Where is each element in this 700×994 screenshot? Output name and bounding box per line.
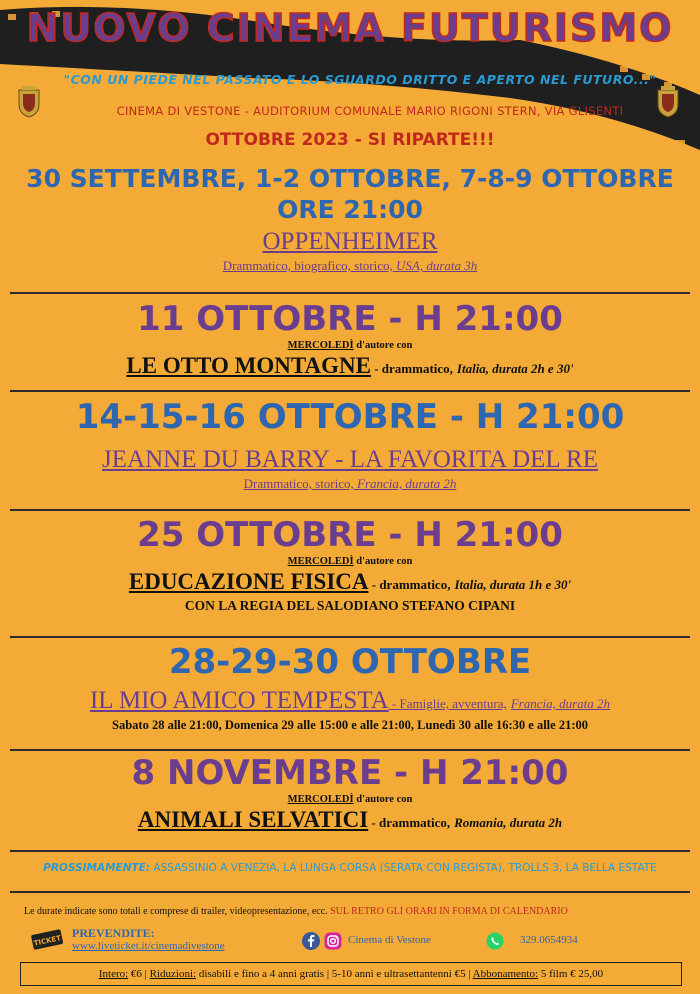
event-animali-selvatici (0, 753, 700, 833)
upcoming-films: PROSSIMAMENTE: ASSASSINIO A VENEZIA, LA LUNGA CORSA (SERATA CON REGISTA), TROLLS 3, LA BELLA ESTATE (43, 862, 657, 874)
svg-text:TICKET: TICKET (33, 934, 62, 948)
film-line: LE OTTO MONTAGNE - drammatico, Italia, durata 2h e 30' (126, 353, 574, 378)
event-le-otto-montagne (0, 299, 700, 379)
event-jeanne-du-barry (0, 397, 700, 492)
film-extra-note: CON LA REGIA DEL SALODIANO STEFANO CIPANI (184, 598, 516, 613)
motto: "CON UN PIEDE NEL PASSATO E LO SGUARDO DRITTO E APERTO NEL FUTURO..." (63, 72, 657, 87)
event-il-mio-amico-tempesta (0, 642, 700, 733)
film-title: JEANNE DU BARRY - LA FAVORITA DEL RE (102, 446, 598, 473)
event-date: 11 OTTOBRE - H 21:00 (137, 299, 563, 339)
whatsapp-icon[interactable] (486, 932, 504, 950)
film-title: ANIMALI SELVATICI (137, 807, 369, 832)
divider (10, 292, 690, 294)
film-title: OPPENHEIMER (262, 228, 438, 255)
price-list: Intero: €6 | Riduzioni: disabili e fino a 4 anni gratis | 5-10 anni e ultrasettantenni €5 | Abbonamento: 5 film € 25,00 (20, 962, 682, 986)
film-line: ANIMALI SELVATICI - drammatico, Romania, durata 2h (137, 807, 563, 832)
duration-note: Le durate indicate sono totali e comprese di trailer, videopresentazione, ecc. SUL RETRO GLI ORARI IN FORMA DI CALENDARIO (24, 906, 568, 917)
presale-label: PREVENDITE: (72, 926, 155, 940)
month-banner: OTTOBRE 2023 - SI RIPARTE!!! (205, 130, 495, 150)
divider (10, 891, 690, 893)
town-crest-left-icon (17, 86, 41, 118)
film-line: EDUCAZIONE FISICA - drammatico, Italia, durata 1h e 30' (128, 569, 572, 594)
film-title: EDUCAZIONE FISICA (128, 569, 369, 594)
event-date: 28-29-30 OTTOBRE (168, 642, 532, 682)
event-date: 14-15-16 OTTOBRE - H 21:00 (75, 397, 625, 437)
film-genre: Drammatico, biografico, storico, USA, durata 3h (222, 258, 478, 273)
film-genre: Drammatico, storico, Francia, durata 2h (243, 476, 457, 491)
event-tag: MERCOLEDÌ d'autore con (287, 556, 413, 567)
event-educazione-fisica (0, 515, 700, 614)
event-time: ORE 21:00 (277, 195, 423, 224)
event-tag: MERCOLEDÌ d'autore con (287, 794, 413, 805)
divider (10, 636, 690, 638)
presale-info (30, 926, 690, 954)
event-date: 30 SETTEMBRE, 1-2 OTTOBRE, 7-8-9 OTTOBRE (26, 164, 674, 193)
divider (10, 749, 690, 751)
film-title: IL MIO AMICO TEMPESTA (89, 687, 389, 714)
instagram-icon[interactable] (324, 932, 342, 950)
poster-title: NUOVO CINEMA FUTURISMO (26, 6, 674, 50)
event-tag: MERCOLEDÌ d'autore con (287, 340, 413, 351)
film-title: LE OTTO MONTAGNE (126, 353, 371, 378)
presale-link[interactable]: www.liveticket.it/cinemadivestone (72, 940, 225, 952)
venue-line: CINEMA DI VESTONE - AUDITORIUM COMUNALE MARIO RIGONI STERN, VIA GLISENTI (116, 104, 624, 118)
divider (10, 509, 690, 511)
divider (10, 390, 690, 392)
event-date: 8 NOVEMBRE - H 21:00 (131, 753, 569, 793)
film-schedule: Sabato 28 alle 21:00, Domenica 29 alle 15:00 e alle 21:00, Lunedì 30 alle 16:30 e alle 21:00 (112, 718, 588, 732)
film-line: IL MIO AMICO TEMPESTA - Famiglie, avventura, Francia, durata 2h (89, 687, 611, 714)
divider (10, 850, 690, 852)
ticket-icon (30, 926, 64, 952)
event-oppenheimer (0, 166, 700, 274)
header (0, 0, 700, 160)
social-handle: Cinema di Vestone (348, 934, 431, 946)
phone-number: 329.0654934 (520, 934, 578, 946)
facebook-icon[interactable] (302, 932, 320, 950)
event-date: 25 OTTOBRE - H 21:00 (137, 515, 563, 555)
